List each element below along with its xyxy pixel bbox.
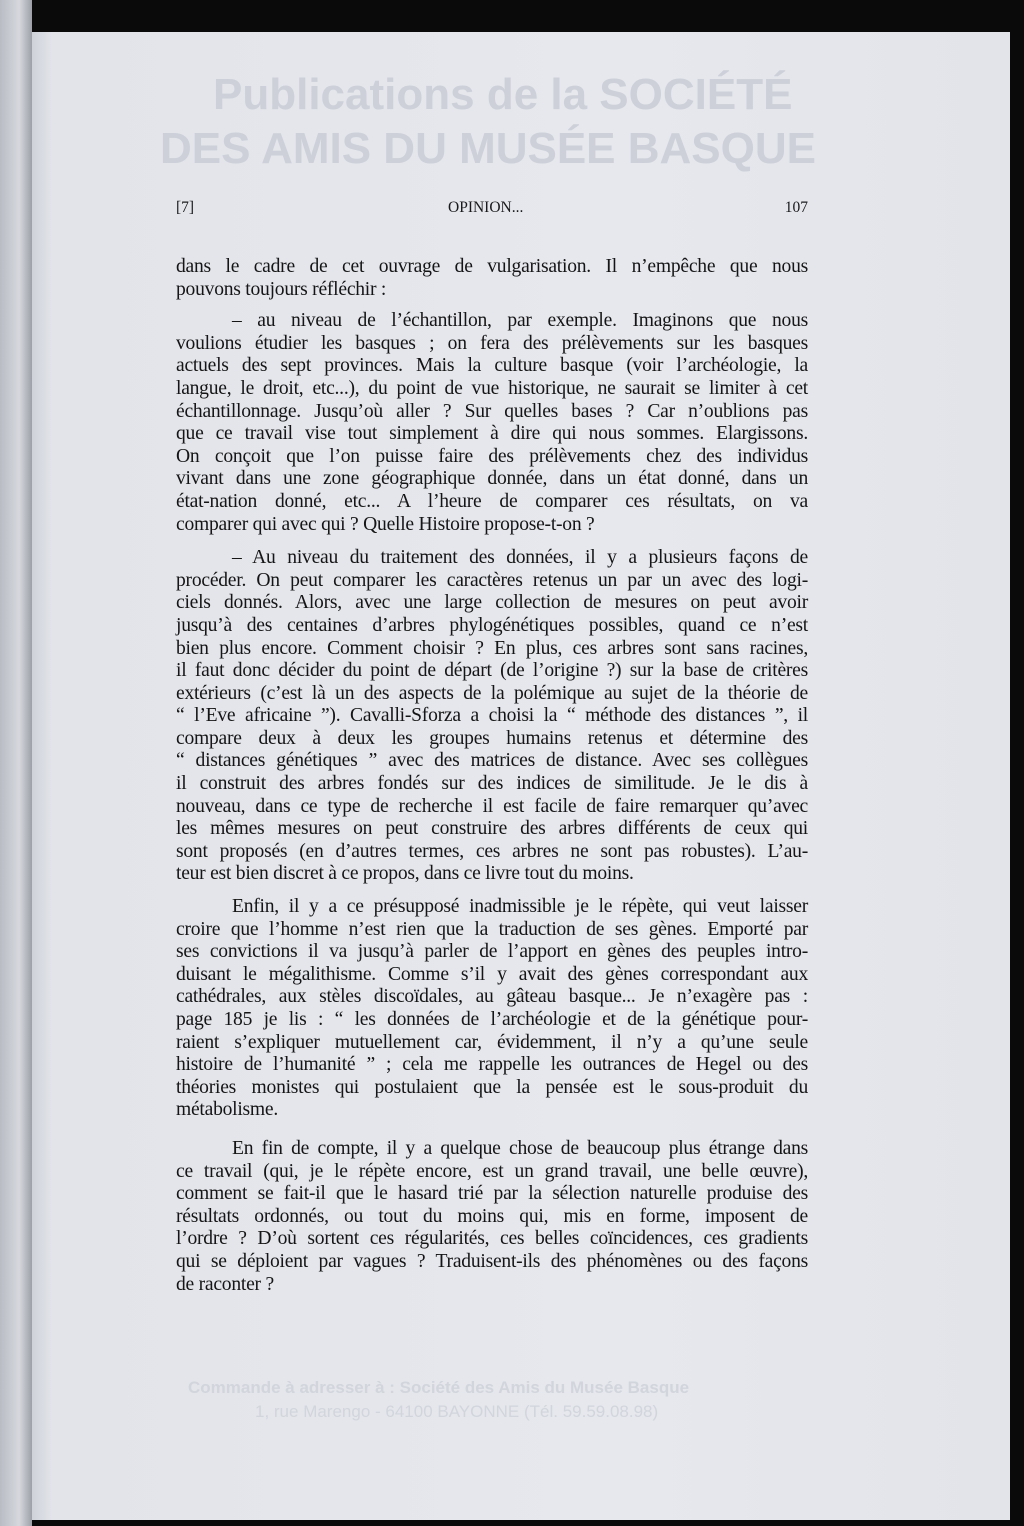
paragraph — [176, 310, 808, 536]
text-line: vivant dans une zone géographique donnée, dans un état donné, dans un — [176, 468, 808, 490]
text-line: qui se déploient par vagues ? Traduisent-ils des phénomènes ou des façons — [176, 1250, 808, 1272]
running-header — [176, 199, 808, 221]
text-line: échantillonnage. Jusqu’où aller ? Sur quelles bases ? Car n’oublions pas — [176, 400, 808, 422]
text-line: croire que l’homme n’est rien que la traduction de ses gènes. Emporté par — [176, 918, 808, 940]
text-line: “ distances génétiques ” avec des matrices de distance. Avec ses collègues — [176, 750, 808, 772]
body-text — [176, 256, 808, 1296]
paragraph — [176, 1138, 808, 1296]
text-line: histoire de l’humanité ” ; cela me rappelle les outrances de Hegel ou des — [176, 1054, 808, 1076]
text-line: que ce travail vise tout simplement à dire qui nous sommes. Elargissons. — [176, 423, 808, 445]
paragraph — [176, 896, 808, 1122]
text-line: l’ordre ? D’où sortent ces régularités, ces belles coïncidences, ces gradients — [176, 1228, 808, 1250]
text-line: – Au niveau du traitement des données, il y a plusieurs façons de — [232, 547, 808, 569]
text-line: sont proposés (en d’autres termes, ces arbres ne sont pas robustes). L’au- — [176, 840, 808, 862]
text-line: comparer qui avec qui ? Quelle Histoire propose-t-on ? — [176, 513, 595, 535]
text-line: ce travail (qui, je le répète encore, est un grand travail, une belle œuvre), — [176, 1160, 808, 1182]
text-line: comment se fait-il que le hasard trié par la sélection naturelle produise des — [176, 1183, 808, 1205]
text-line: actuels des sept provinces. Mais la culture basque (voir l’archéologie, la — [176, 355, 808, 377]
text-line: les mêmes mesures on peut construire des arbres différents de ceux qui — [176, 818, 808, 840]
paragraph — [176, 547, 808, 886]
showthrough-title: Publications de la SOCIÉTÉ — [213, 70, 793, 119]
text-line: état-nation donné, etc... A l’heure de comparer ces résultats, on va — [176, 490, 808, 512]
text-line: En fin de compte, il y a quelque chose de beaucoup plus étrange dans — [232, 1137, 808, 1159]
text-line: ciels donnés. Alors, avec une large collection de mesures on peut avoir — [176, 592, 808, 614]
text-line: nouveau, dans ce type de recherche il est facile de faire remarquer qu’avec — [176, 795, 808, 817]
text-line: extérieurs (c’est là un des aspects de la polémique au sujet de la théorie de — [176, 682, 808, 704]
text-line: dans le cadre de cet ouvrage de vulgarisation. Il n’empêche que nous — [176, 256, 808, 277]
text-line: compare deux à deux les groupes humains retenus et détermine des — [176, 727, 808, 749]
text-line: procéder. On peut comparer les caractères retenus un par un avec des logi- — [176, 569, 808, 591]
text-line: “ l’Eve africaine ”). Cavalli-Sforza a choisi la “ méthode des distances ”, il — [176, 705, 808, 727]
text-line: – au niveau de l’échantillon, par exemple. Imaginons que nous — [232, 310, 808, 332]
text-line: raient s’expliquer mutuellement car, évidemment, il n’y a qu’une seule — [176, 1031, 808, 1053]
text-line: bien plus encore. Comment choisir ? En plus, ces arbres sont sans racines, — [176, 637, 808, 659]
facing-page-edge — [0, 0, 32, 1526]
text-line: jusqu’à des centaines d’arbres phylogénétiques possibles, quand ce n’est — [176, 614, 808, 636]
text-line: il faut donc décider du point de départ (de l’origine ?) sur la base de critères — [176, 660, 808, 682]
text-line: langue, le droit, etc...), du point de vue historique, ne saurait se limiter à cet — [176, 377, 808, 399]
paragraph — [176, 256, 808, 301]
text-line: de raconter ? — [176, 1273, 274, 1295]
running-title: OPINION... — [448, 199, 524, 216]
showthrough-footer: 1, rue Marengo - 64100 BAYONNE (Tél. 59.59.08.98) — [255, 1402, 659, 1421]
text-line: On conçoit que l’on puisse faire des prélèvements chez des individus — [176, 445, 808, 467]
text-line: théories monistes qui postulaient que la pensée est le sous-produit du — [176, 1076, 808, 1098]
showthrough-footer: Commande à adresser à : Société des Amis du Musée Basque — [188, 1378, 690, 1397]
text-line: métabolisme. — [176, 1099, 279, 1121]
showthrough-title: DES AMIS DU MUSÉE BASQUE — [160, 124, 817, 173]
section-number: [7] — [176, 199, 195, 216]
text-line: Enfin, il y a ce présupposé inadmissible je le répète, qui veut laisser — [232, 896, 808, 918]
text-line: résultats ordonnés, ou tout du moins qui, mis en forme, imposent de — [176, 1205, 808, 1227]
text-line: cathédrales, aux stèles discoïdales, au gâteau basque... Je n’exagère pas : — [176, 986, 808, 1008]
text-line: page 185 je lis : “ les données de l’archéologie et de la génétique pour- — [176, 1009, 808, 1030]
text-line: teur est bien discret à ce propos, dans ce livre tout du moins. — [176, 863, 634, 885]
text-line: voulions étudier les basques ; on fera des prélèvements sur les basques — [176, 332, 808, 354]
text-line: duisant le mégalithisme. Comme s’il y avait des gènes correspondant aux — [176, 963, 808, 985]
text-line: pouvons toujours réfléchir : — [176, 278, 387, 300]
text-line: ses convictions il va jusqu’à parler de l’apport en gènes des peuples intro- — [176, 941, 808, 963]
text-line: il construit des arbres fondés sur des indices de similitude. Je le dis à — [176, 773, 808, 795]
page-number: 107 — [784, 199, 808, 216]
